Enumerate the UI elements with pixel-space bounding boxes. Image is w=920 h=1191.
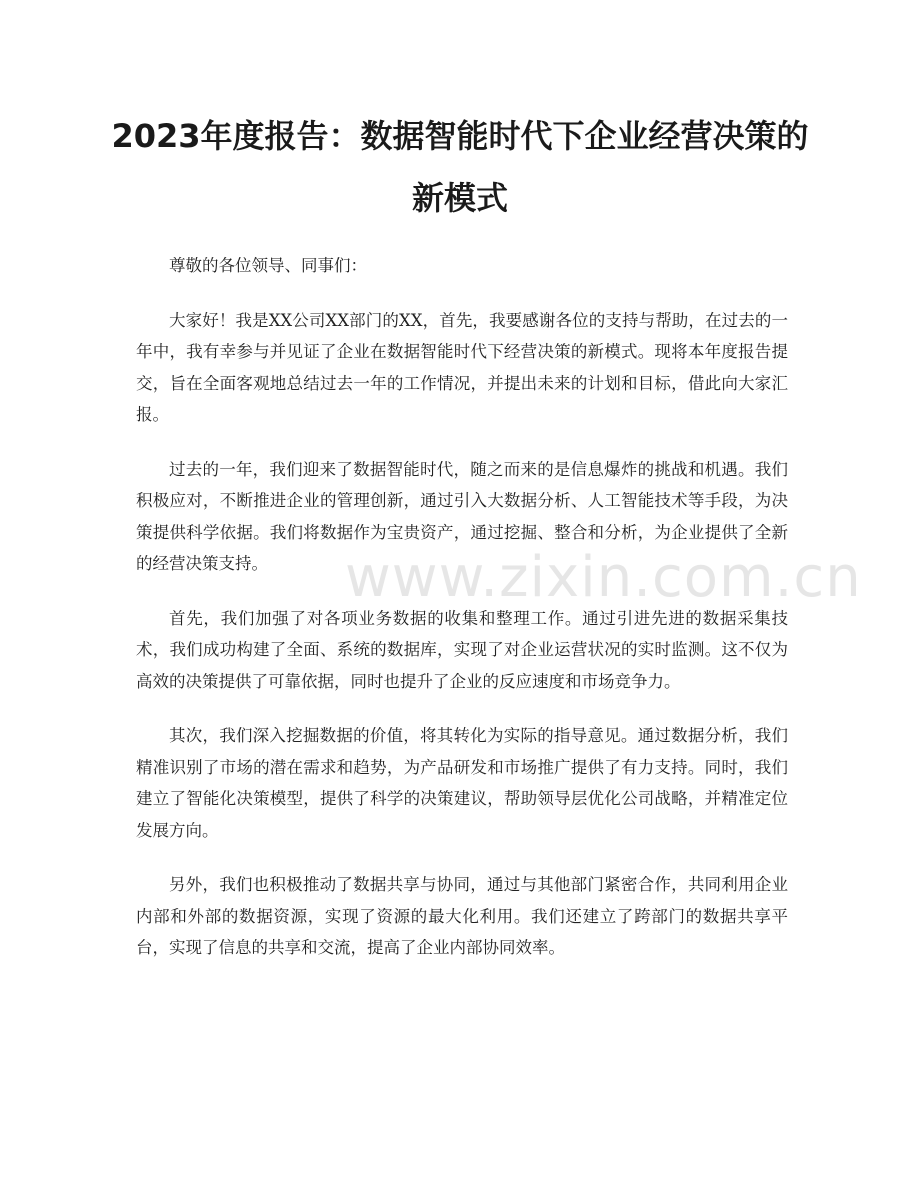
body-paragraph: 首先，我们加强了对各项业务数据的收集和整理工作。通过引进先进的数据采集技术，我们成功构建了全面、系统的数据库，实现了对企业运营状况的实时监测。这不仅为高效的决策提供了可靠依据，同时也提升了企业的反应速度和市场竞争力。 xyxy=(136,608,788,691)
body-paragraph: 大家好！我是XX公司XX部门的XX，首先，我要感谢各位的支持与帮助，在过去的一年中，我有幸参与并见证了企业在数据智能时代下经营决策的新模式。现将本年度报告提交，旨在全面客观地总结过去一年的工作情况，并提出未来的计划和目标，借此向大家汇报。 xyxy=(136,310,788,424)
body-paragraph: 过去的一年，我们迎来了数据智能时代，随之而来的是信息爆炸的挑战和机遇。我们积极应对，不断推进企业的管理创新，通过引入大数据分析、人工智能技术等手段，为决策提供科学依据。我们将数据作为宝贵资产，通过挖掘、整合和分析，为企业提供了全新的经营决策支持。 xyxy=(136,459,788,573)
document-title: 2023年度报告：数据智能时代下企业经营决策的新模式 xyxy=(111,117,809,217)
document-body xyxy=(136,250,788,987)
salutation-paragraph: 尊敬的各位领导、同事们： xyxy=(169,256,367,275)
body-paragraph: 其次，我们深入挖掘数据的价值，将其转化为实际的指导意见。通过数据分析，我们精准识别了市场的潜在需求和趋势，为产品研发和市场推广提供了有力支持。同时，我们建立了智能化决策模型，提供了科学的决策建议，帮助领导层优化公司战略，并精准定位发展方向。 xyxy=(136,726,788,840)
body-paragraph: 另外，我们也积极推动了数据共享与协同，通过与其他部门紧密合作，共同利用企业内部和外部的数据资源，实现了资源的最大化利用。我们还建立了跨部门的数据共享平台，实现了信息的共享和交流，提高了企业内部协同效率。 xyxy=(136,875,788,957)
watermark: www.zixin.com.cn xyxy=(345,545,862,610)
